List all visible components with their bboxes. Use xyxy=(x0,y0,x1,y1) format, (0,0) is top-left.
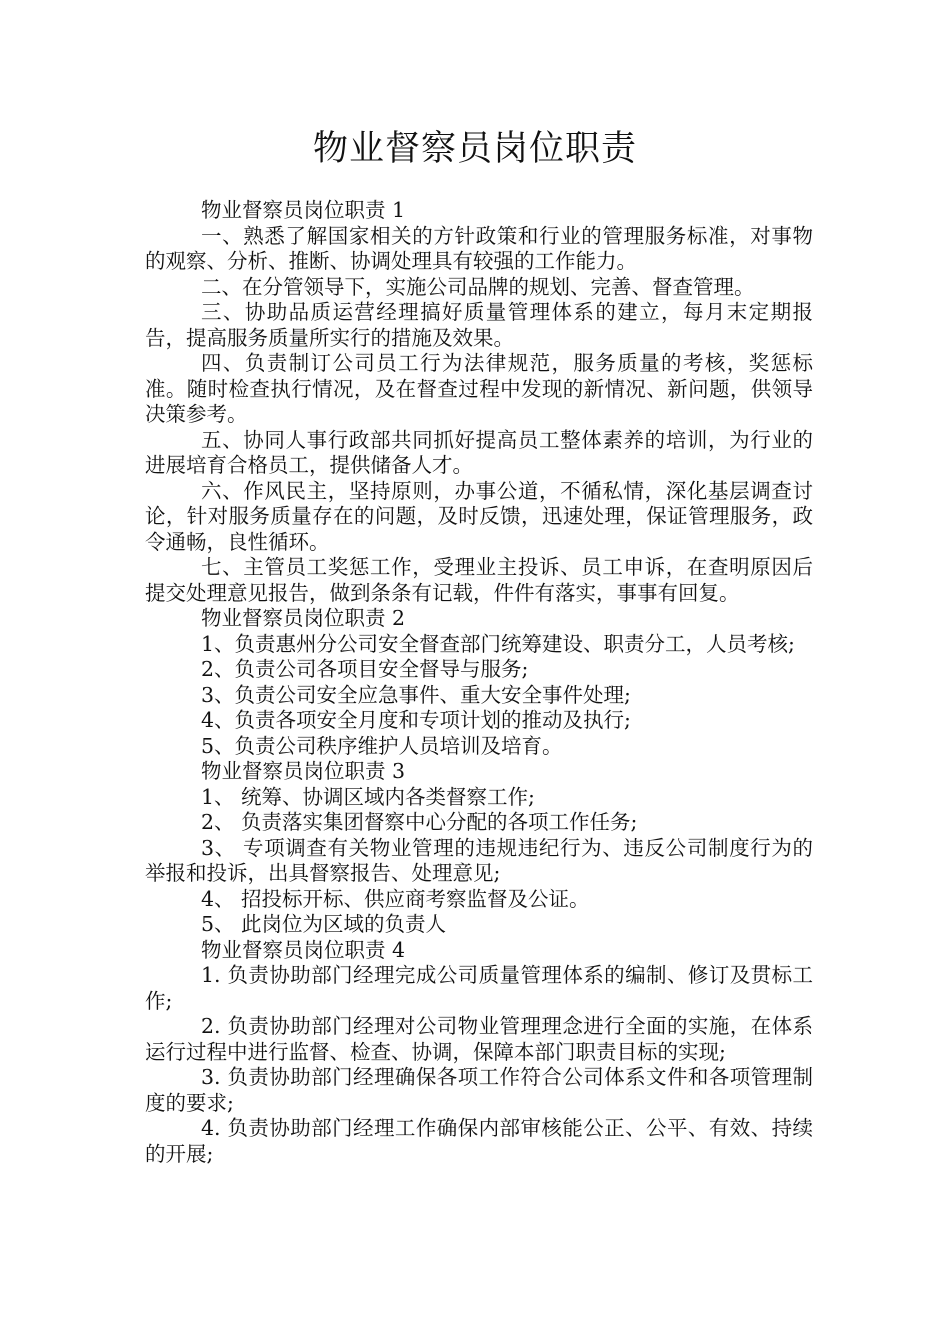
document-body xyxy=(145,198,813,1167)
list-item: 2、 负责落实集团督察中心分配的各项工作任务; xyxy=(201,810,638,834)
section-heading-3: 物业督察员岗位职责 3 xyxy=(201,759,406,783)
paragraph: 一、熟悉了解国家相关的方针政策和行业的管理服务标准，对事物的观察、分析、推断、协调处理具有较强的工作能力。 xyxy=(145,223,813,273)
list-item: 4. 负责协助部门经理工作确保内部审核能公正、公平、有效、持续的开展; xyxy=(145,1116,813,1166)
list-item: 5、负责公司秩序维护人员培训及培育。 xyxy=(201,733,563,758)
list-item: 1、负责惠州分公司安全督查部门统筹建设、职责分工，人员考核; xyxy=(201,631,795,656)
paragraph: 三、协助品质运营经理搞好质量管理体系的建立，每月末定期报告，提高服务质量所实行的措施及效果。 xyxy=(145,300,813,350)
list-item: 5、 此岗位为区域的负责人 xyxy=(201,912,447,936)
list-item: 2、负责公司各项目安全督导与服务; xyxy=(201,657,529,681)
paragraph: 五、协同人事行政部共同抓好提高员工整体素养的培训，为行业的进展培育合格员工，提供储备人才。 xyxy=(145,427,813,477)
list-item: 3. 负责协助部门经理确保各项工作符合公司体系文件和各项管理制度的要求; xyxy=(145,1065,813,1115)
list-item: 2. 负责协助部门经理对公司物业管理理念进行全面的实施，在体系运行过程中进行监督、检查、协调，保障本部门职责目标的实现; xyxy=(145,1014,813,1064)
paragraph: 六、作风民主，坚持原则，办事公道，不循私情，深化基层调查讨论，针对服务质量存在的问题，及时反馈，迅速处理，保证管理服务，政令通畅，良性循环。 xyxy=(145,478,813,554)
list-item: 4、 招投标开标、供应商考察监督及公证。 xyxy=(201,886,590,911)
list-item: 1. 负责协助部门经理完成公司质量管理体系的编制、修订及贯标工作; xyxy=(145,963,813,1013)
section-heading-1: 物业督察员岗位职责 1 xyxy=(201,198,406,222)
list-item: 3、 专项调查有关物业管理的违规违纪行为、违反公司制度行为的举报和投诉，出具督察报告、处理意见; xyxy=(145,835,813,885)
section-heading-4: 物业督察员岗位职责 4 xyxy=(201,937,406,962)
paragraph: 二、在分管领导下，实施公司品牌的规划、完善、督查管理。 xyxy=(201,274,755,299)
section-heading-2: 物业督察员岗位职责 2 xyxy=(201,606,406,630)
list-item: 4、负责各项安全月度和专项计划的推动及执行; xyxy=(201,708,631,732)
list-item: 3、负责公司安全应急事件、重大安全事件处理; xyxy=(201,682,631,707)
list-item: 1、 统筹、协调区域内各类督察工作; xyxy=(201,784,535,809)
document-title: 物业督察员岗位职责 xyxy=(312,129,637,169)
paragraph: 七、主管员工奖惩工作，受理业主投诉、员工申诉，在查明原因后提交处理意见报告，做到条条有记载，件件有落实，事事有回复。 xyxy=(145,555,813,605)
paragraph: 四、负责制订公司员工行为法律规范，服务质量的考核，奖惩标准。随时检查执行情况，及在督查过程中发现的新情况、新问题，供领导决策参考。 xyxy=(145,351,813,426)
